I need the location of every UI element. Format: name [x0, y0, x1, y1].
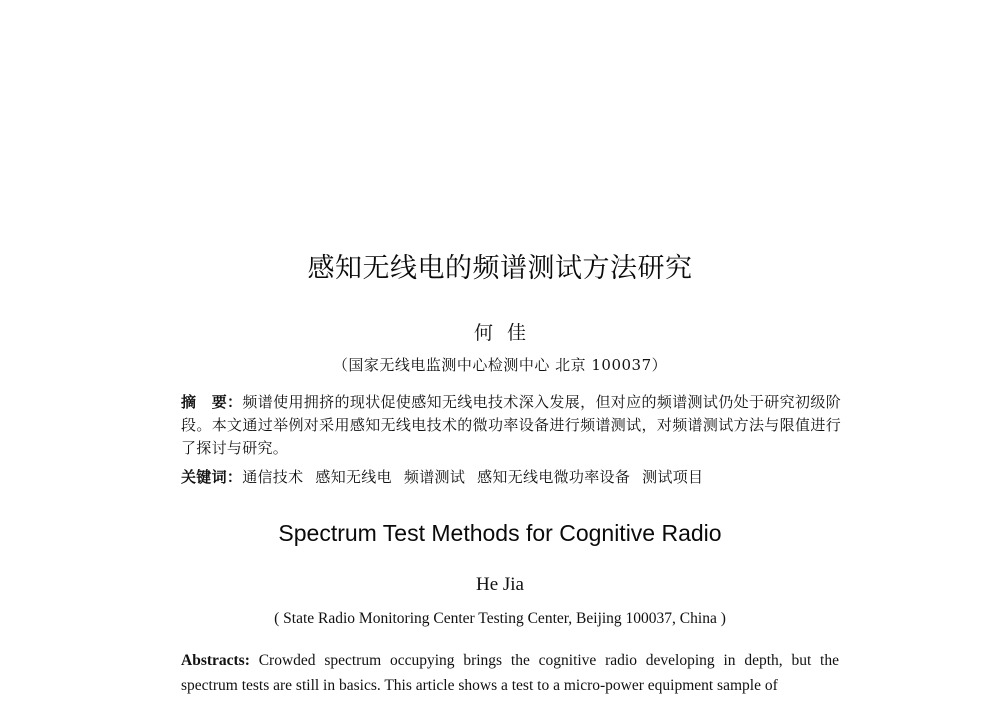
abstract-label-en: Abstracts: [181, 652, 250, 669]
author-name-en: He Jia [475, 574, 524, 595]
keywords-label-cn: 关键词： [181, 468, 243, 486]
abstract-text-en: Crowded spectrum occupying brings the cognitive radio developing in depth, but the spectrum tests are still in basics. This article shows a test to a micro-power equipment sample of [181, 652, 839, 694]
keyword-item: 感知无线电微功率设备 [477, 468, 631, 486]
abstract-label-cn: 摘 要： [181, 393, 243, 411]
affiliation-en: ( State Radio Monitoring Center Testing Center, Beijing 100037, China ) [274, 610, 726, 627]
keyword-item: 感知无线电 [315, 468, 392, 486]
affiliation-cn: （国家无线电监测中心检测中心 北京 100037） [332, 356, 668, 374]
keywords-cn [181, 466, 841, 488]
keyword-item: 频谱测试 [403, 468, 466, 486]
abstract-cn [181, 391, 841, 460]
paper-title-cn: 感知无线电的频谱测试方法研究 [307, 253, 693, 284]
abstract-text-cn: 频谱使用拥挤的现状促使感知无线电技术深入发展，但对应的频谱测试仍处于研究初级阶段。本文通过举例对采用感知无线电技术的微功率设备进行频谱测试，对频谱测试方法与限值进行了探讨与研究。 [181, 393, 841, 457]
author-name-cn: 何佳 [473, 322, 540, 344]
keyword-item: 测试项目 [642, 468, 704, 486]
abstract-en [181, 648, 839, 698]
keyword-item: 通信技术 [242, 468, 304, 486]
paper-title-en: Spectrum Test Methods for Cognitive Radio [278, 520, 722, 546]
